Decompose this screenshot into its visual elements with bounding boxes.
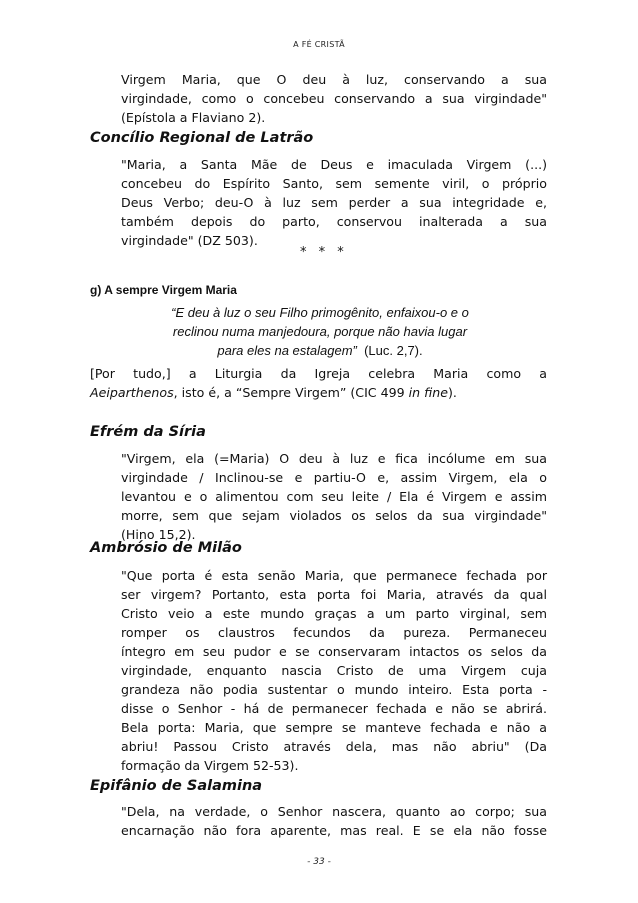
paragraph-line: virgindade / Inclinou-se e partiu-O e, assim Virgem, ela o xyxy=(121,470,547,485)
page-number: - 33 - xyxy=(307,857,331,867)
paragraph-line: (Hino 15,2). xyxy=(121,527,196,542)
paragraph-line: concebeu do Espírito Santo, sem semente viril, o próprio xyxy=(121,176,547,191)
paragraph-line: romper os claustros fecundos da pureza. Permaneceu xyxy=(121,625,547,640)
paragraph-line: Cristo veio a este mundo graças a um parto virginal, sem xyxy=(121,606,547,621)
paragraph-line: morre, sem que sejam violados os selos da sua virgindade" xyxy=(121,508,547,523)
text-span: , isto é, a “Sempre Virgem” (CIC 499 xyxy=(173,385,409,400)
section-heading-latrao: Concílio Regional de Latrão xyxy=(90,130,314,146)
term-in-fine: in fine xyxy=(408,385,448,400)
paragraph-line: íntegro em seu pudor e se conservaram intactos os selos da xyxy=(121,644,547,659)
section-heading-g: g) A sempre Virgem Maria xyxy=(90,283,237,297)
paragraph-line: (Epístola a Flaviano 2). xyxy=(121,110,266,125)
paragraph-line: abriu! Passou Cristo através dela, mas não abriu" (Da xyxy=(121,739,547,754)
paragraph-line: virgindade, enquanto nascia Cristo de uma Virgem cuja xyxy=(121,663,547,678)
paragraph-line: "Maria, a Santa Mãe de Deus e imaculada Virgem (...) xyxy=(121,157,547,172)
paragraph-line: levantou e o alimentou com seu leite / Ela é Virgem e assim xyxy=(121,489,547,504)
section-heading-ambrosio: Ambrósio de Milão xyxy=(90,540,242,556)
paragraph-line: virgindade" (DZ 503). xyxy=(121,233,258,248)
section-heading-epifanio: Epifânio de Salamina xyxy=(90,778,263,794)
bible-quote-line: reclinou numa manjedoura, porque não havia lugar xyxy=(172,324,468,339)
paragraph-line: Deus Verbo; deu-O à luz sem perder a sua integridade e, xyxy=(121,195,547,210)
paragraph-line xyxy=(90,383,547,402)
paragraph-line: Bela porta: Maria, que sempre se manteve fechada e não a xyxy=(121,720,547,735)
paragraph-line: formação da Virgem 52-53). xyxy=(121,758,299,773)
paragraph-line: encarnação não fora aparente, mas real. E se ela não fosse xyxy=(121,823,547,838)
section-separator: * * * xyxy=(300,245,348,260)
paragraph-line: [Por tudo,] a Liturgia da Igreja celebra Maria como a xyxy=(90,366,547,381)
paragraph-line: ser virgem? Portanto, esta porta foi Maria, através da qual xyxy=(121,587,547,602)
paragraph-line: também depois do parto, conservou inalterada a sua xyxy=(121,214,547,229)
paragraph-line: virgindade, como o concebeu conservando a sua virgindade" xyxy=(121,91,547,106)
paragraph-line: grandeza não podia sustentar o mundo inteiro. Esta porta - xyxy=(121,682,547,697)
paragraph-line: Virgem Maria, que O deu à luz, conservando a sua xyxy=(121,72,547,87)
bible-quote-line: “E deu à luz o seu Filho primogênito, enfaixou-o e o xyxy=(171,305,469,320)
quote-reference: (Luc. 2,7). xyxy=(364,343,423,358)
paragraph-line: "Que porta é esta senão Maria, que permanece fechada por xyxy=(121,568,547,583)
running-header: A FÉ CRISTÃ xyxy=(293,40,345,49)
quote-text: para eles na estalagem” xyxy=(217,343,357,358)
paragraph-line: disse o Senhor - há de permanecer fechada e não se abrirá. xyxy=(121,701,547,716)
paragraph-line: "Dela, na verdade, o Senhor nascera, quanto ao corpo; sua xyxy=(121,804,547,819)
section-heading-efrem: Efrém da Síria xyxy=(90,424,206,440)
term-aeiparthenos: Aeiparthenos xyxy=(90,385,174,400)
bible-quote-line xyxy=(135,341,505,360)
text-span: ). xyxy=(448,385,457,400)
paragraph-line: "Virgem, ela (=Maria) O deu à luz e fica incólume em sua xyxy=(121,451,547,466)
